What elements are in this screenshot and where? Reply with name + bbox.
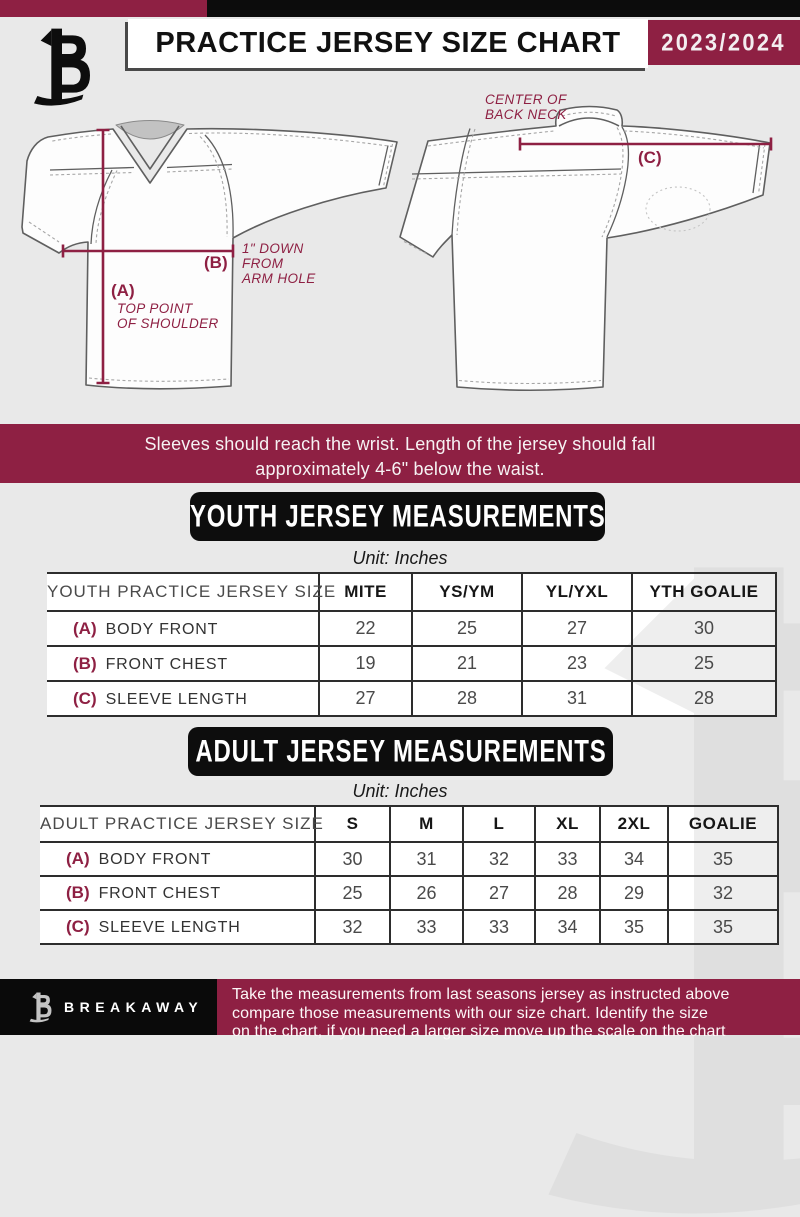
measure-a-note: TOP POINT OF SHOULDER <box>117 301 219 331</box>
youth-size-col-header: YOUTH PRACTICE JERSEY SIZE <box>47 573 319 611</box>
footer-instructions: Take the measurements from last seasons jersey as instructed above compare those measurements with our size chart. Identify the size on the chart, if you need a larger size move up the scale on the chart <box>232 986 730 1040</box>
cell-value: 22 <box>319 611 412 646</box>
cell-value: 33 <box>535 842 600 876</box>
cell-value: 34 <box>535 910 600 944</box>
adult-col-goalie: GOALIE <box>668 806 778 842</box>
breakaway-logo-icon <box>26 991 52 1023</box>
fit-note-banner: Sleeves should reach the wrist. Length of the jersey should fall approximately 4-6" below the waist. <box>0 424 800 483</box>
youth-col-mite: MITE <box>319 573 412 611</box>
table-row <box>47 646 776 681</box>
cell-value: 35 <box>668 910 778 944</box>
cell-value: 21 <box>412 646 522 681</box>
adult-col-l: L <box>463 806 535 842</box>
adult-col-s: S <box>315 806 390 842</box>
cell-value: 30 <box>315 842 390 876</box>
table-row <box>47 611 776 646</box>
cell-value: 25 <box>632 646 776 681</box>
adult-col-2xl: 2XL <box>600 806 668 842</box>
cell-value: 33 <box>463 910 535 944</box>
cell-value: 31 <box>522 681 632 716</box>
cell-value: 28 <box>535 876 600 910</box>
youth-size-table <box>47 572 777 717</box>
adult-size-table <box>40 805 779 945</box>
page-title: PRACTICE JERSEY SIZE CHART <box>155 27 621 59</box>
row-name: BODY FRONT <box>105 620 219 638</box>
table-row <box>40 910 778 944</box>
cell-value: 33 <box>390 910 463 944</box>
cell-value: 28 <box>412 681 522 716</box>
season-badge <box>648 20 800 65</box>
brand-name: BREAKAWAY <box>64 999 204 1015</box>
row-key: (A) <box>66 849 90 868</box>
adult-col-m: M <box>390 806 463 842</box>
cell-value: 27 <box>463 876 535 910</box>
footer <box>0 979 800 1040</box>
row-key: (C) <box>73 688 97 708</box>
row-name: SLEEVE LENGTH <box>98 919 241 936</box>
cell-value: 30 <box>632 611 776 646</box>
table-row <box>40 842 778 876</box>
cell-value: 31 <box>390 842 463 876</box>
cell-value: 27 <box>522 611 632 646</box>
measure-b-note: 1" DOWN FROM ARM HOLE <box>242 241 316 286</box>
adult-section-heading: ADULT JERSEY MEASUREMENTS <box>188 727 613 776</box>
cell-value: 29 <box>600 876 668 910</box>
adult-table-header-row <box>40 806 778 842</box>
row-name: BODY FRONT <box>98 851 212 868</box>
breakaway-logo-icon <box>22 26 94 106</box>
jersey-measurement-diagram <box>0 95 800 425</box>
cell-value: 25 <box>315 876 390 910</box>
cell-value: 32 <box>315 910 390 944</box>
row-key: (B) <box>73 653 97 673</box>
table-row <box>40 876 778 910</box>
row-name: SLEEVE LENGTH <box>105 690 248 708</box>
footer-brand-block <box>0 979 217 1035</box>
table-row <box>47 681 776 716</box>
cell-value: 28 <box>632 681 776 716</box>
youth-col-ysym: YS/YM <box>412 573 522 611</box>
cell-value: 23 <box>522 646 632 681</box>
cell-value: 27 <box>319 681 412 716</box>
cell-value: 34 <box>600 842 668 876</box>
row-key: (A) <box>73 618 97 638</box>
youth-unit-label: Unit: Inches <box>352 548 448 568</box>
adult-unit-label: Unit: Inches <box>352 781 448 801</box>
title-box <box>128 19 648 68</box>
cell-value: 19 <box>319 646 412 681</box>
row-name: FRONT CHEST <box>105 655 228 673</box>
cell-value: 35 <box>600 910 668 944</box>
measure-c-label: (C) <box>638 148 662 167</box>
season-label: 2023/2024 <box>661 28 787 56</box>
youth-col-ylyxl: YL/YXL <box>522 573 632 611</box>
row-key: (C) <box>66 917 90 936</box>
cell-value: 32 <box>463 842 535 876</box>
measure-b-label: (B) <box>204 253 228 272</box>
adult-col-xl: XL <box>535 806 600 842</box>
adult-size-col-header: ADULT PRACTICE JERSEY SIZE <box>40 806 315 842</box>
youth-section-heading: YOUTH JERSEY MEASUREMENTS <box>190 492 605 541</box>
cell-value: 32 <box>668 876 778 910</box>
measure-a-label: (A) <box>111 281 135 300</box>
top-accent-strip-maroon <box>0 0 207 17</box>
back-jersey-illustration <box>400 107 770 391</box>
cell-value: 26 <box>390 876 463 910</box>
top-accent-strip <box>0 0 800 17</box>
youth-col-goalie: YTH GOALIE <box>632 573 776 611</box>
measure-c-note: CENTER OF BACK NECK <box>485 92 567 122</box>
youth-table-header-row <box>47 573 776 611</box>
row-name: FRONT CHEST <box>98 885 221 902</box>
row-key: (B) <box>66 883 90 902</box>
cell-value: 25 <box>412 611 522 646</box>
cell-value: 35 <box>668 842 778 876</box>
